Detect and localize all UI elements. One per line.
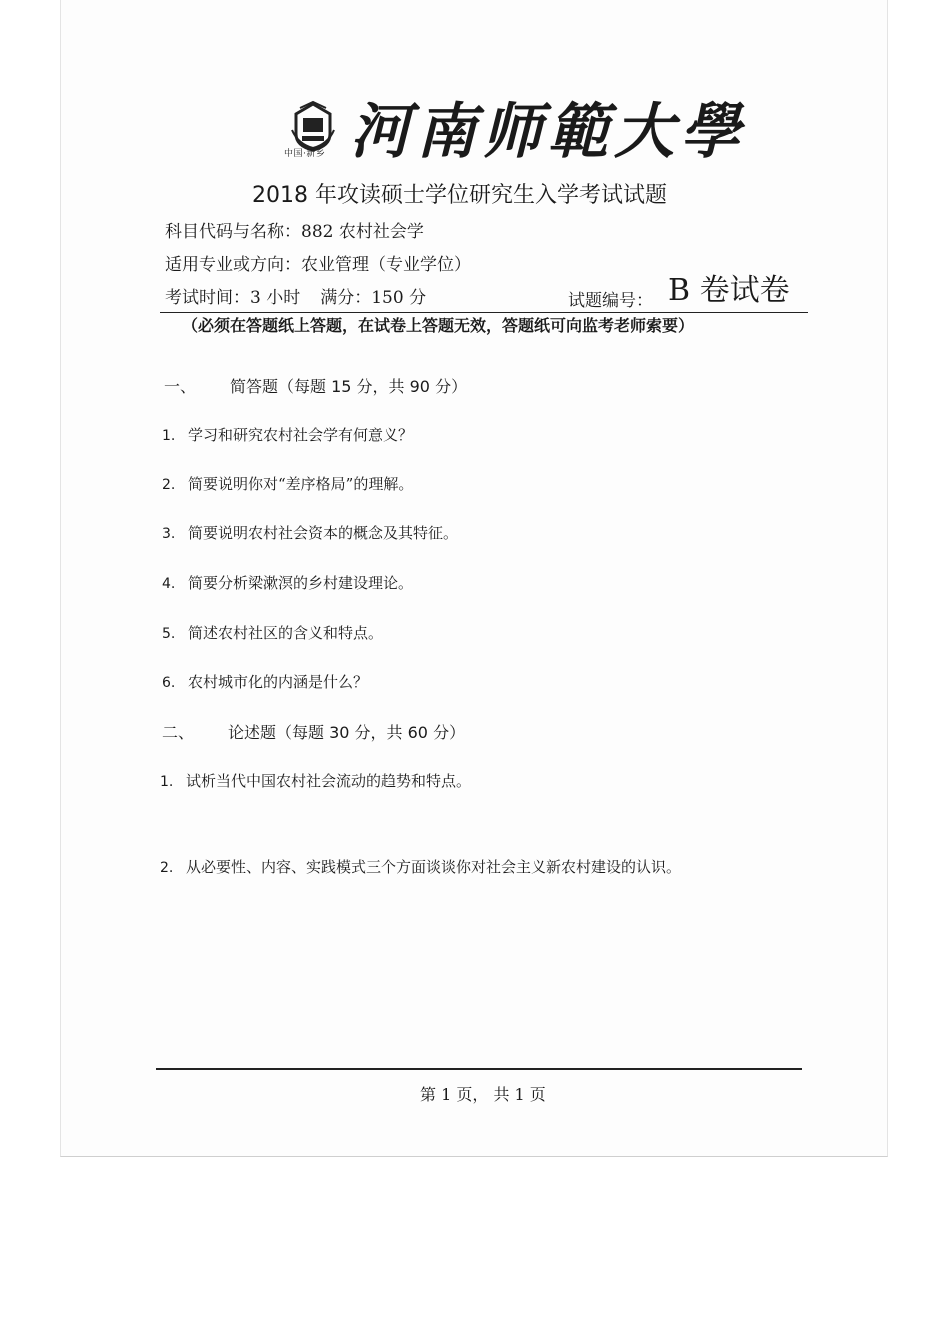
- exam-title: 2018 年攻读硕士学位研究生入学考试试题: [252, 183, 667, 208]
- question-item: [162, 671, 368, 692]
- question-text: 农村城市化的内涵是什么？: [188, 673, 369, 691]
- paper-number-label: 试题编号：: [568, 291, 653, 311]
- question-number: 1.: [160, 774, 174, 790]
- score-value: 150 分: [371, 288, 427, 308]
- footer-divider: [156, 1068, 802, 1070]
- time-value: 3 小时: [250, 288, 301, 308]
- question-text: 简要说明农村社会资本的概念及其特征。: [188, 524, 459, 542]
- section-heading: [164, 374, 467, 397]
- paper-version: B 卷试卷: [668, 273, 790, 308]
- question-item: [160, 770, 471, 791]
- question-text: 简要说明你对“差序格局”的理解。: [188, 475, 414, 493]
- major-line: [165, 250, 471, 275]
- subject-code-value: 882 农村社会学: [301, 222, 424, 242]
- score-label: 满分：: [320, 288, 372, 308]
- major-value: 农业管理（专业学位）: [301, 255, 471, 275]
- university-emblem-icon: [288, 100, 338, 152]
- question-text: 简要分析梁漱溟的乡村建设理论。: [188, 574, 414, 592]
- question-text: 学习和研究农村社会学有何意义？: [188, 426, 414, 444]
- section-heading: [162, 720, 465, 743]
- page-number: 第 1 页， 共 1 页: [420, 1085, 546, 1104]
- question-item: [162, 522, 458, 543]
- subject-code-line: [165, 217, 424, 242]
- time-score-line: [165, 283, 426, 308]
- answer-notice: （必须在答题纸上答题，在试卷上答题无效，答题纸可向监考老师索要）: [182, 316, 695, 335]
- question-number: 2.: [162, 477, 176, 493]
- section-title: 论述题（每题 30 分，共 60 分）: [228, 723, 466, 742]
- question-item: [160, 856, 681, 877]
- question-item: [162, 622, 383, 643]
- question-number: 5.: [162, 626, 176, 642]
- question-item: [162, 424, 413, 445]
- section-title: 简答题（每题 15 分，共 90 分）: [230, 377, 468, 396]
- question-text: 试析当代中国农村社会流动的趋势和特点。: [186, 772, 472, 790]
- question-number: 2.: [160, 860, 174, 876]
- question-text: 从必要性、内容、实践模式三个方面谈谈你对社会主义新农村建设的认识。: [186, 858, 682, 876]
- university-name: 河南师範大學: [350, 97, 746, 167]
- question-number: 1.: [162, 428, 176, 444]
- question-number: 4.: [162, 576, 176, 592]
- section-number: 二、: [162, 723, 195, 742]
- section-number: 一、: [164, 377, 197, 396]
- major-label: 适用专业或方向：: [165, 255, 301, 275]
- subject-code-label: 科目代码与名称：: [165, 222, 301, 242]
- question-number: 6.: [162, 675, 176, 691]
- question-number: 3.: [162, 526, 176, 542]
- question-item: [162, 473, 413, 494]
- question-text: 简述农村社区的含义和特点。: [188, 624, 384, 642]
- question-item: [162, 572, 413, 593]
- time-label: 考试时间：: [165, 288, 250, 308]
- logo-location-text: 中国·新乡: [284, 149, 326, 159]
